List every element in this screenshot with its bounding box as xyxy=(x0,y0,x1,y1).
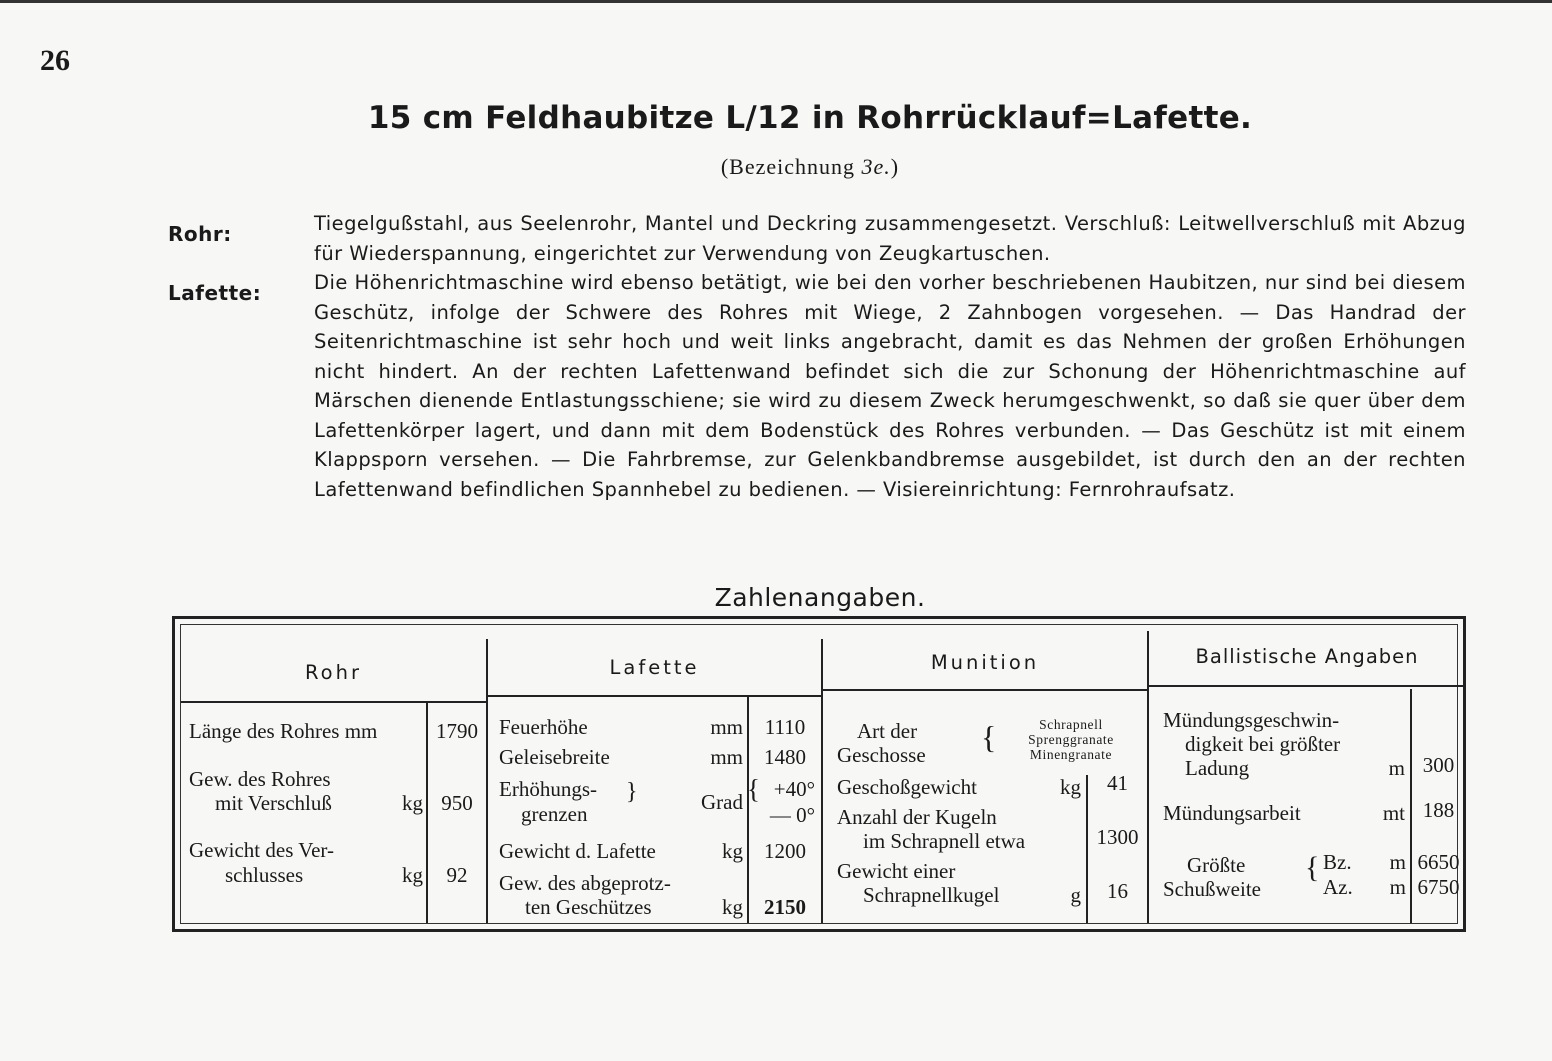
geschoss-type-2: Sprenggranate xyxy=(1028,732,1114,747)
v0-label-1: Mündungsgeschwin- xyxy=(1163,708,1340,732)
rohr-laenge-value: 1790 xyxy=(436,719,478,743)
art-label-1: Art der xyxy=(857,719,918,743)
schussweite-label-1: Größte xyxy=(1187,853,1246,877)
lafette-gewicht-value: 1200 xyxy=(764,839,806,863)
erhoehung-label-2: grenzen xyxy=(521,802,588,826)
col-divider xyxy=(1147,631,1149,923)
geschoss-type-1: Schrapnell xyxy=(1039,717,1103,732)
col-header-lafette: Lafette xyxy=(609,656,700,679)
v0-label-2: digkeit bei größter xyxy=(1185,732,1341,756)
brace-icon: { xyxy=(1305,851,1320,884)
bz-label: Bz. xyxy=(1323,850,1352,874)
muendungsarbeit-unit: mt xyxy=(1382,801,1405,825)
erhoehung-label-1: Erhöhungs- xyxy=(499,777,597,801)
verschluss-label-1: Gewicht des Ver- xyxy=(189,838,334,862)
verschluss-label-2: schlusses xyxy=(225,863,304,887)
header-rule xyxy=(1149,685,1465,687)
table-inner-frame xyxy=(180,624,1458,924)
header-rule xyxy=(823,689,1147,691)
geschossgewicht-unit: kg xyxy=(1060,775,1081,799)
verschluss-value: 92 xyxy=(446,863,468,887)
erhoehung-min: — 0° xyxy=(769,803,815,827)
rohr-gewicht-label-1: Gew. des Rohres xyxy=(189,767,331,791)
geleisebreite-unit: mm xyxy=(710,745,743,769)
muendungsarbeit-value: 188 xyxy=(1422,798,1455,822)
brace-icon: { xyxy=(747,774,760,804)
kugeln-label-2: im Schrapnell etwa xyxy=(863,829,1026,853)
brace-icon: } xyxy=(626,779,638,805)
page-title: 15 cm Feldhaubitze L/12 in Rohrrücklauf=Lafette. xyxy=(367,100,1253,136)
col-header-ballistik: Ballistische Angaben xyxy=(1195,645,1419,668)
kugel-gewicht-label-2: Schrapnellkugel xyxy=(863,883,1000,907)
col-divider xyxy=(486,639,488,923)
az-unit: m xyxy=(1389,875,1406,899)
subtitle-designation: 3e. xyxy=(861,154,891,179)
col-header-munition: Munition xyxy=(930,651,1040,674)
kugeln-label-1: Anzahl der Kugeln xyxy=(837,805,997,829)
subtitle-prefix: (Bezeichnung xyxy=(720,154,862,179)
section-label-rohr: Rohr: xyxy=(168,222,232,246)
v0-unit: m xyxy=(1388,756,1405,780)
rohr-laenge-label: Länge des Rohres mm xyxy=(189,719,378,743)
kugel-gewicht-label-1: Gewicht einer xyxy=(837,859,956,883)
data-table xyxy=(172,616,1466,932)
rohr-gewicht-value: 950 xyxy=(441,791,473,815)
table-heading: Zahlenangaben. xyxy=(714,583,926,612)
muendungsarbeit-label: Mündungsarbeit xyxy=(1163,801,1301,825)
geschossgewicht-value: 41 xyxy=(1107,771,1128,795)
erhoehung-max: +40° xyxy=(773,777,815,801)
az-label: Az. xyxy=(1323,875,1353,899)
geleisebreite-value: 1480 xyxy=(764,745,806,769)
rohr-gewicht-unit: kg xyxy=(402,791,423,815)
v0-value: 300 xyxy=(1422,753,1455,777)
art-label-2: Geschosse xyxy=(837,743,926,767)
feuerhoehe-label: Feuerhöhe xyxy=(499,715,588,739)
page-number: 26 xyxy=(40,44,70,77)
header-rule xyxy=(488,695,821,697)
rohr-gewicht-label-2: mit Verschluß xyxy=(215,791,332,815)
brace-icon: { xyxy=(981,719,997,755)
geschuetz-gewicht-value: 2150 xyxy=(764,895,806,919)
col-header-rohr: Rohr xyxy=(305,661,362,684)
kugel-gewicht-unit: g xyxy=(1070,883,1081,907)
col-divider xyxy=(821,639,823,923)
geschossgewicht-label: Geschoßgewicht xyxy=(837,775,977,799)
section-text-lafette: Die Höhenrichtmaschine wird ebenso betätigt, wie bei den vorher beschriebenen Haubitzen, nur sind bei diesem Geschütz, infolge der Schwere des Rohres mit Wiege, 2 Zahnbogen vorgesehen. — Das Handrad der Seitenrichtmaschine ist sehr hoch und weit links angebracht, damit es das Nehmen der großen Erhöhungen nicht hindert. An der rechten Lafettenwand befindet sich die zur Schonung der Höhenrichtmaschine auf Märschen dienende Entlastungsschiene; sie wird zu diesem Zweck herumgeschwenkt, so daß sie quer über dem Lafettenkörper lagert, und dann mit dem Bodenstück des Rohres verbunden. — Das Geschütz ist mit einem Klappsporn versehen. — Die Fahrbremse, zur Gelenkbandbremse ausgebildet, ist durch den an der rechten Lafettenwand befindlichen Spannhebel zu bedienen. — Visiereinrichtung: Fernrohraufsatz. xyxy=(314,271,1466,501)
az-value: 6750 xyxy=(1417,875,1460,899)
subtitle xyxy=(560,154,1060,180)
kugeln-value: 1300 xyxy=(1096,825,1139,849)
geleisebreite-label: Geleisebreite xyxy=(499,745,610,769)
verschluss-unit: kg xyxy=(402,863,423,887)
erhoehung-unit: Grad xyxy=(701,790,743,814)
feuerhoehe-value: 1110 xyxy=(764,715,806,739)
subtitle-suffix: ) xyxy=(890,154,900,179)
lafette-gewicht-unit: kg xyxy=(722,839,743,863)
feuerhoehe-unit: mm xyxy=(710,715,743,739)
top-rule xyxy=(0,0,1552,3)
bz-value: 6650 xyxy=(1417,850,1460,874)
schussweite-label-2: Schußweite xyxy=(1163,877,1261,901)
geschoss-type-3: Minengranate xyxy=(1029,747,1113,762)
lafette-gewicht-label: Gewicht d. Lafette xyxy=(499,839,656,863)
section-text-rohr: Tiegelgußstahl, aus Seelenrohr, Mantel und Deckring zusammengesetzt. Verschluß: Leitwellverschluß mit Abzug für Wiederspannung, eingerichtet zur Verwendung von Zeugkartuschen. xyxy=(314,212,1466,265)
geschuetz-gewicht-label-1: Gew. des abgeprotz- xyxy=(499,871,671,895)
kugel-gewicht-value: 16 xyxy=(1107,879,1128,903)
geschuetz-gewicht-label-2: ten Geschützes xyxy=(525,895,652,919)
section-label-lafette: Lafette: xyxy=(168,281,262,305)
geschuetz-gewicht-unit: kg xyxy=(722,895,743,919)
header-rule xyxy=(181,701,486,703)
v0-label-3: Ladung xyxy=(1185,756,1250,780)
bz-unit: m xyxy=(1389,850,1406,874)
